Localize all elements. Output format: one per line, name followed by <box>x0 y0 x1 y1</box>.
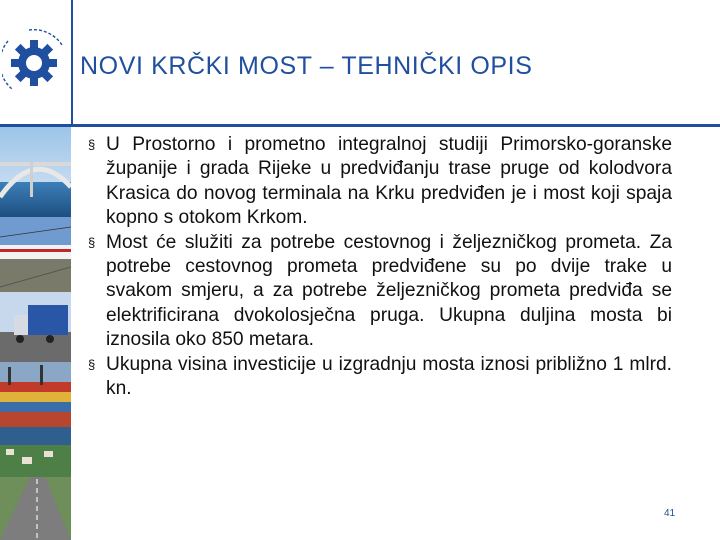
header-horizontal-divider <box>0 124 720 127</box>
train-photo <box>0 217 71 292</box>
bullet-text: Most će služiti za potrebe cestovnog i željezničkog prometa. Za potrebe cestovnog prometa predviđene su po dvije trake u svakom smjeru, a za potrebe željezničkog prometa predviđa se elektrificirana dvokolosječna pruga. Ukupna duljina mosta bi iznosila oko 850 metara. <box>106 231 672 351</box>
bullet-text: U Prostorno i prometno integralnoj studiji Primorsko-goranske županije i grada Rijeke u predviđanju trase pruge od kolodvora Krasica do novog terminala na Krku predviđen je i most koji spaja kopno s otokom Krkom. <box>106 134 672 229</box>
bullet-marker-icon: § <box>88 137 96 152</box>
bullet-list <box>88 133 672 401</box>
slide-title: NOVI KRČKI MOST – TEHNIČKI OPIS <box>80 52 533 80</box>
slide-content <box>88 133 672 401</box>
header-vertical-divider <box>71 0 73 125</box>
bullet-item <box>88 353 672 402</box>
bridge-photo <box>0 127 71 217</box>
left-photo-strip <box>0 127 71 540</box>
bullet-marker-icon: § <box>88 234 96 250</box>
gear-logo-icon <box>2 18 70 108</box>
bullet-item <box>88 133 672 231</box>
bullet-item <box>88 231 672 353</box>
page-number: 41 <box>664 508 676 519</box>
highway-photo <box>0 477 71 540</box>
container-terminal-photo <box>0 362 71 427</box>
bullet-text: Ukupna visina investicije u izgradnju mosta iznosi približno 1 mlrd. kn. <box>106 353 672 400</box>
coastal-town-photo <box>0 427 71 477</box>
truck-photo <box>0 292 71 362</box>
bullet-marker-icon: § <box>88 356 96 372</box>
slide-header <box>0 0 720 125</box>
